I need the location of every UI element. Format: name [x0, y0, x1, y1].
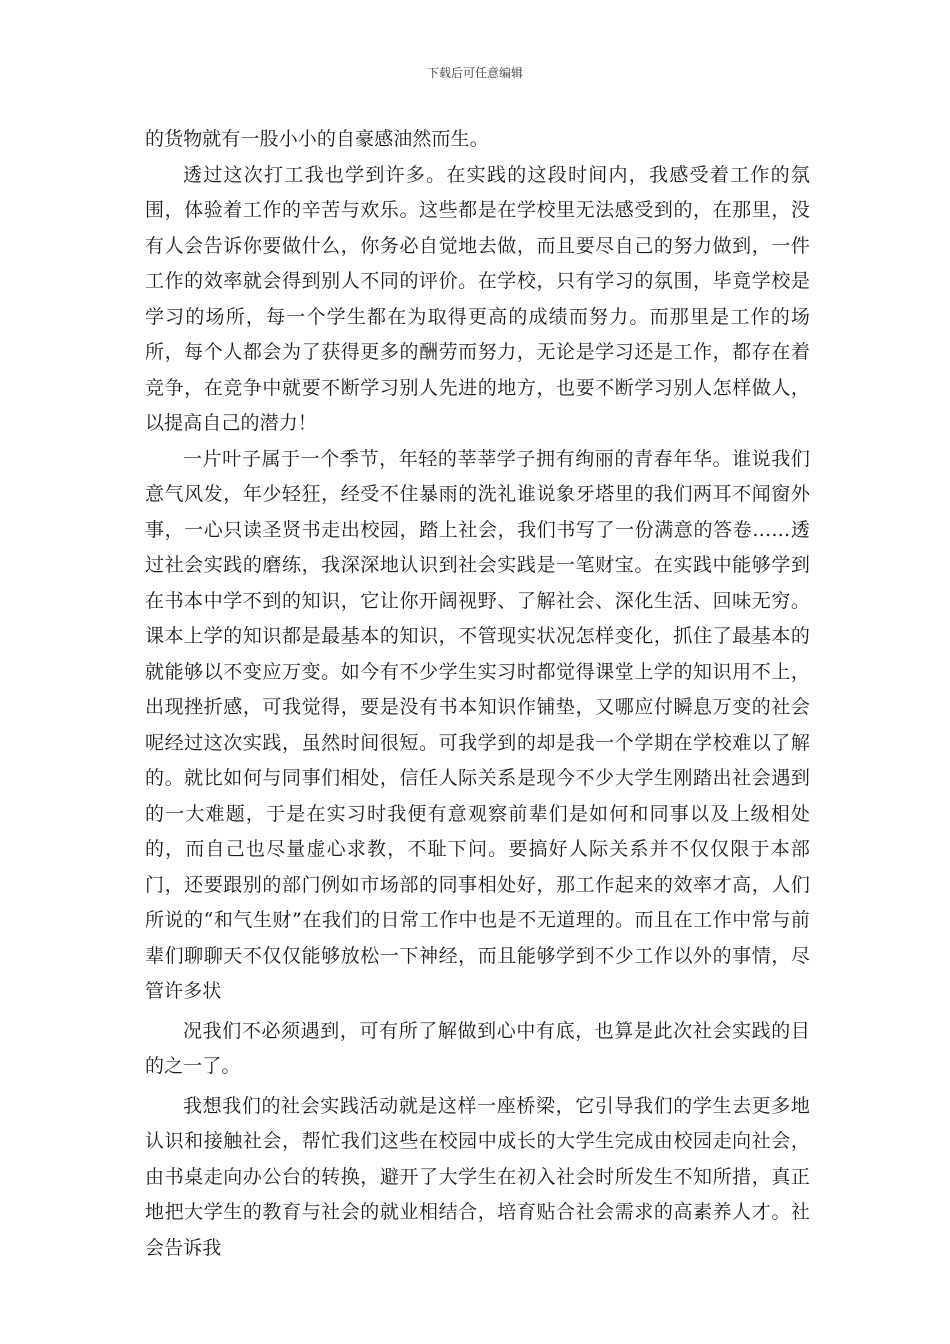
- paragraph-continuation: 的货物就有一股小小的自豪感油然而生。: [145, 128, 489, 150]
- paragraph-social-practice: 一片叶子属于一个季节，年轻的莘莘学子拥有绚丽的青春年华。谁说我们意气风发，年少轻狂，经受不住暴雨的洗礼谁说象牙塔里的我们两耳不闻窗外事，一心只读圣贤书走出校园，踏上社会，我们书写了一份满意的答卷……透过社会实践的磨练，我深深地认识到社会实践是一笔财宝。在实践中能够学到在书本中学不到的知识，它让你开阔视野、了解社会、深化生活、回味无穷。课本上学的知识都是最基本的知识，不管现实状况怎样变化，抓住了最基本的就能够以不变应万变。如今有不少学生实习时都觉得课堂上学的知识用不上，出现挫折感，可我觉得，要是没有书本知识作铺垫，又哪应付瞬息万变的社会呢经过这次实践，虽然时间很短。可我学到的却是我一个学期在学校难以了解的。就比如何与同事们相处，信任人际关系是现今不少大学生刚踏出社会遇到的一大难题，于是在实习时我便有意观察前辈们是如何和同事以及上级相处的，而自己也尽量虚心求教，不耻下问。要搞好人际关系并不仅仅限于本部门，还要跟别的部门例如市场部的同事相处好，那工作起来的效率才高，人们所说的“和气生财”在我们的日常工作中也是不无道理的。而且在工作中常与前辈们聊聊天不仅仅能够放松一下神经，而且能够学到不少工作以外的事情，尽管许多状: [145, 447, 810, 1002]
- paragraph-bridge: 我想我们的社会实践活动就是这样一座桥梁，它引导我们的学生去更多地认识和接触社会，帮忙我们这些在校园中成长的大学生完成由校园走向社会，由书桌走向办公台的转换，避开了大学生在初入社会时所发生不知所措，真正地把大学生的教育与社会的就业相结合，培育贴合社会需求的高素养人才。社会告诉我: [145, 1094, 810, 1259]
- paragraph-practice-purpose: 况我们不必须遇到，可有所了解做到心中有底，也算是此次社会实践的目的之一了。: [145, 1019, 810, 1077]
- page-header: 下载后可任意编辑: [426, 66, 523, 80]
- document-body: [145, 122, 810, 1266]
- paragraph-work-experience: 透过这次打工我也学到许多。在实践的这段时间内，我感受着工作的氛围，体验着工作的辛苦与欢乐。这些都是在学校里无法感受到的，在那里，没有人会告诉你要做什么，你务必自觉地去做，而且要尽自己的努力做到，一件工作的效率就会得到别人不同的评价。在学校，只有学习的氛围，毕竟学校是学习的场所，每一个学生都在为取得更高的成绩而努力。而那里是工作的场所，每个人都会为了获得更多的酬劳而努力，无论是学习还是工作，都存在着竞争，在竞争中就要不断学习别人先进的地方，也要不断学习别人怎样做人，以提高自己的潜力！: [145, 163, 810, 434]
